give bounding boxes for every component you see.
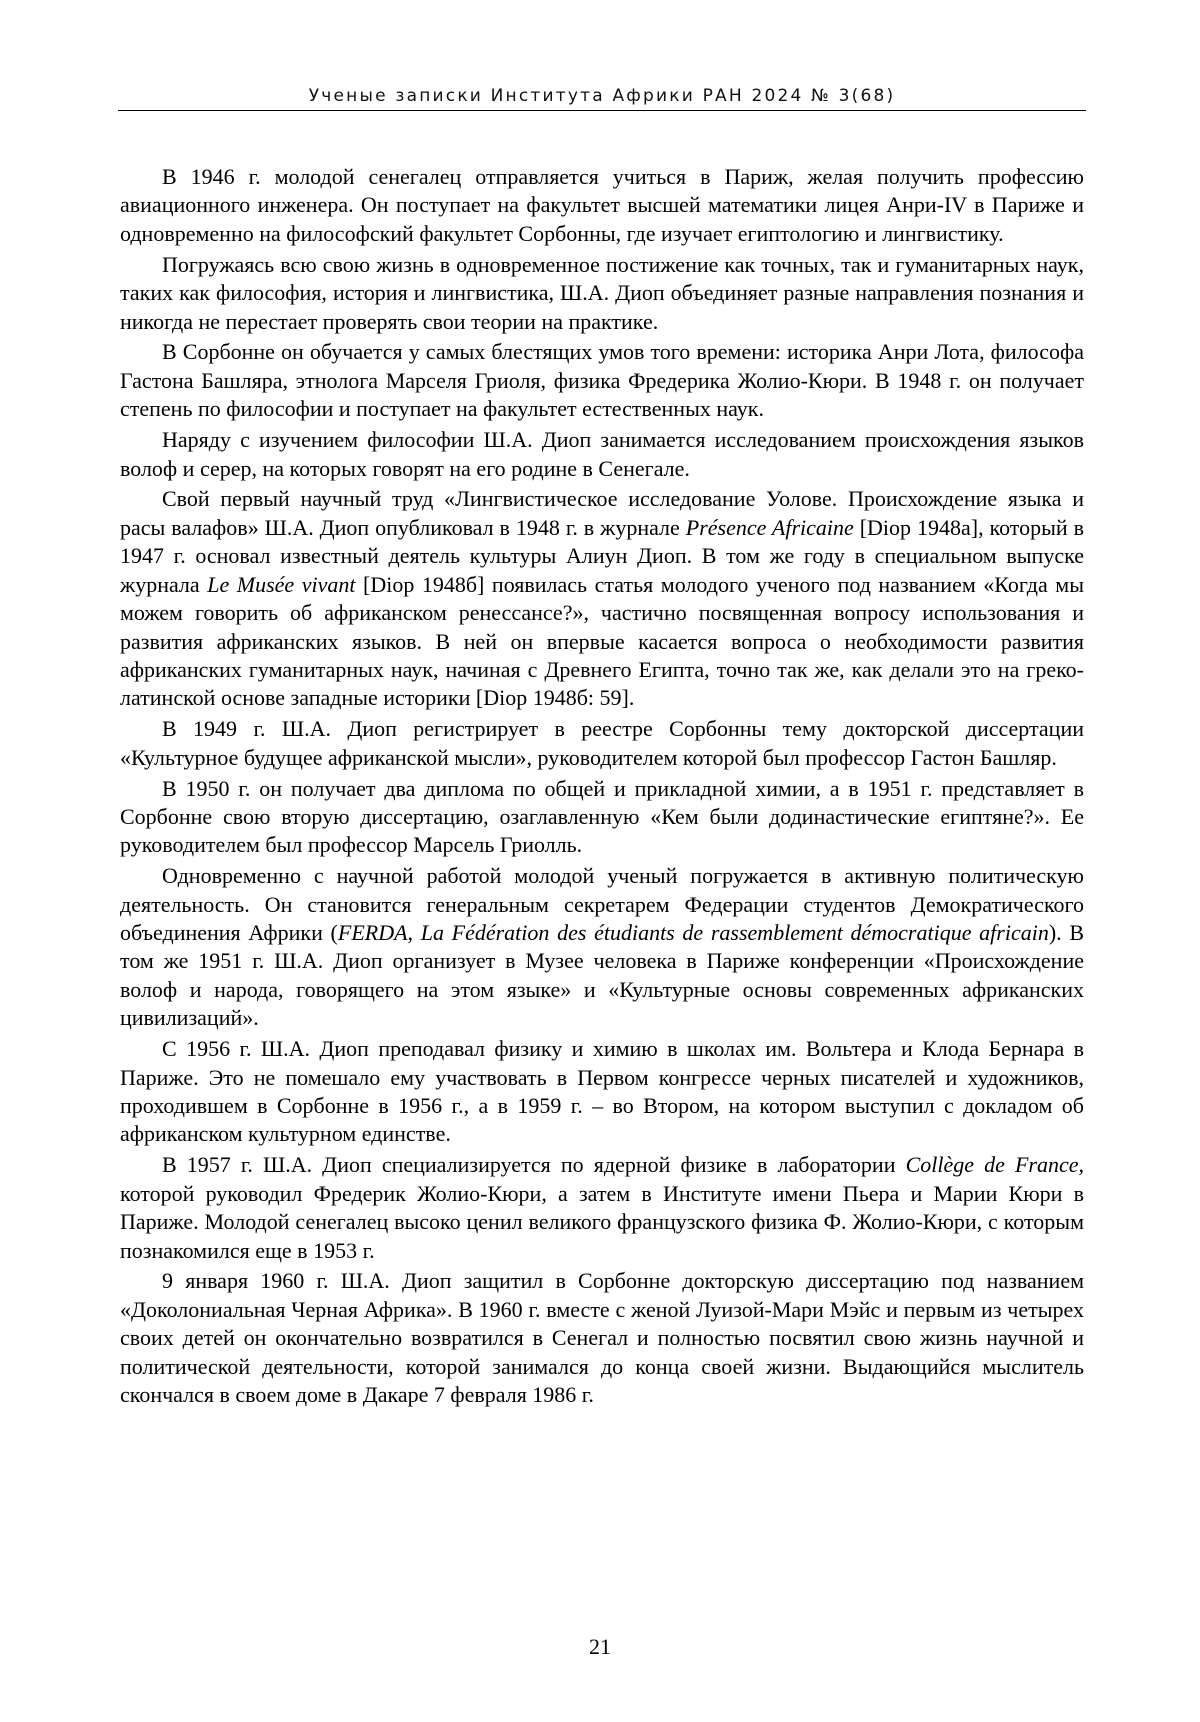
paragraph bbox=[120, 338, 1084, 423]
paragraph bbox=[120, 775, 1084, 860]
text-run: Одновременно с научной работой молодой ученый погружается в активную политическую деятельность. Он становится генеральным секретарем Федерации студентов Демократического объединения Африки ( bbox=[120, 863, 1084, 946]
text-run: В 1949 г. Ш.А. Диоп регистрирует в реестре Сорбонны тему докторской диссертации «Культурное будущее африканской мысли», руководителем которой был профессор Гастон Башляр. bbox=[120, 716, 1084, 770]
running-header: Ученые записки Института Африки РАН 2024 № 3(68) bbox=[308, 86, 896, 106]
paragraph bbox=[120, 1151, 1084, 1265]
text-run: Свой первый научный труд «Лингвистическое исследование Уолове. Происхождение языка и расы валафов» Ш.А. Диоп опубликовал в 1948 г. в журнале bbox=[120, 486, 1084, 540]
text-run: В 1957 г. Ш.А. Диоп специализируется по ядерной физике в лаборатории bbox=[162, 1152, 906, 1178]
text-run: , bbox=[407, 920, 421, 946]
text-run: С 1956 г. Ш.А. Диоп преподавал физику и химию в школах им. Вольтера и Клода Бернара в Париже. Это не помешало ему участвовать в Первом конгрессе черных писателей и художников, проходившем в Сорбонне в 1956 г., а в 1959 г. – во Втором, на котором выступил с докладом об африканском культурном единстве. bbox=[120, 1036, 1084, 1147]
text-run: 9 января 1960 г. Ш.А. Диоп защитил в Сорбонне докторскую диссертацию под названием «Доколониальная Черная Африка». В 1960 г. вместе с женой Луизой-Мари Мэйс и первым из четырех своих детей он окончательно возвратился в Сенегал и полностью посвятил свою жизнь научной и политической деятельности, которой занимался до конца своей жизни. Выдающийся мыслитель скончался в своем доме в Дакаре 7 февраля 1986 г. bbox=[120, 1268, 1084, 1408]
article-body bbox=[120, 163, 1084, 1412]
text-run: В 1946 г. молодой сенегалец отправляется учиться в Париж, желая получить профессию авиационного инженера. Он поступает на факультет высшей математики лицея Анри-IV в Париже и одновременно на философский факультет Сорбонны, где изучает египтологию и лингвистику. bbox=[120, 164, 1084, 246]
paragraph bbox=[120, 426, 1084, 483]
italic-text: Présence Africaine bbox=[685, 514, 854, 540]
paragraph bbox=[120, 862, 1084, 1032]
page-number: 21 bbox=[589, 1634, 611, 1659]
italic-text: FERDA bbox=[337, 920, 408, 946]
text-run: В 1950 г. он получает два диплома по общей и прикладной химии, а в 1951 г. представляет в Сорбонне свою вторую диссертацию, озаглавленную «Кем были додинастические египтяне?». Ее руководителем был профессор Марсель Гриолль. bbox=[120, 775, 1084, 858]
paragraph bbox=[120, 1035, 1084, 1149]
text-run: [Diop 1948б] появилась статья молодого ученого под названием «Когда мы можем говорить об африканском ренессансе?», частично посвященная вопросу использования и развития африканских языков. В ней он впервые касается вопроса о необходимости развития африканских гуманитарных наук, начиная с Древнего Египта, точно так же, как делали это на греко-латинской основе западные историки [Diop 1948б: 59]. bbox=[120, 571, 1084, 711]
paragraph bbox=[120, 1267, 1084, 1409]
paragraph bbox=[120, 163, 1084, 248]
paragraph bbox=[120, 485, 1084, 712]
text-run: [Diop 1948а], который в 1947 г. основал известный деятель культуры Алиун Диоп. В том же году в специальном выпуске журнала bbox=[120, 514, 1084, 597]
paragraph bbox=[120, 715, 1084, 772]
text-run: которой руководил Фредерик Жолио-Кюри, а затем в Институте имени Пьера и Марии Кюри в Париже. Молодой сенегалец высоко ценил великого французского физика Ф. Жолио-Кюри, с которым познакомился еще в 1953 г. bbox=[120, 1180, 1084, 1263]
paragraph bbox=[120, 251, 1084, 336]
text-run: Наряду с изучением философии Ш.А. Диоп занимается исследованием происхождения языков волоф и серер, на которых говорят на его родине в Сенегале. bbox=[120, 427, 1084, 481]
italic-text: Collège de France, bbox=[905, 1152, 1084, 1178]
italic-text: Le Musée vivant bbox=[207, 571, 356, 597]
text-run: В Сорбонне он обучается у самых блестящих умов того времени: историка Анри Лота, философа Гастона Башляра, этнолога Марселя Гриоля, физика Фредерика Жолио-Кюри. В 1948 г. он получает степень по философии и поступает на факультет естественных наук. bbox=[120, 339, 1084, 422]
header-rule bbox=[118, 110, 1086, 111]
text-run: Погружаясь всю свою жизнь в одновременное постижение как точных, так и гуманитарных наук, таких как философия, история и лингвистика, Ш.А. Диоп объединяет разные направления познания и никогда не перестает проверять свои теории на практике. bbox=[120, 251, 1084, 334]
italic-text: La Fédération des étudiants de rassemblement démocratique africain bbox=[420, 920, 1049, 946]
text-run: ). В том же 1951 г. Ш.А. Диоп организует в Музее человека в Париже конференции «Происхождение волоф и народа, говорящего на этом языке» и «Культурные основы современных африканских цивилизаций». bbox=[120, 920, 1085, 1031]
